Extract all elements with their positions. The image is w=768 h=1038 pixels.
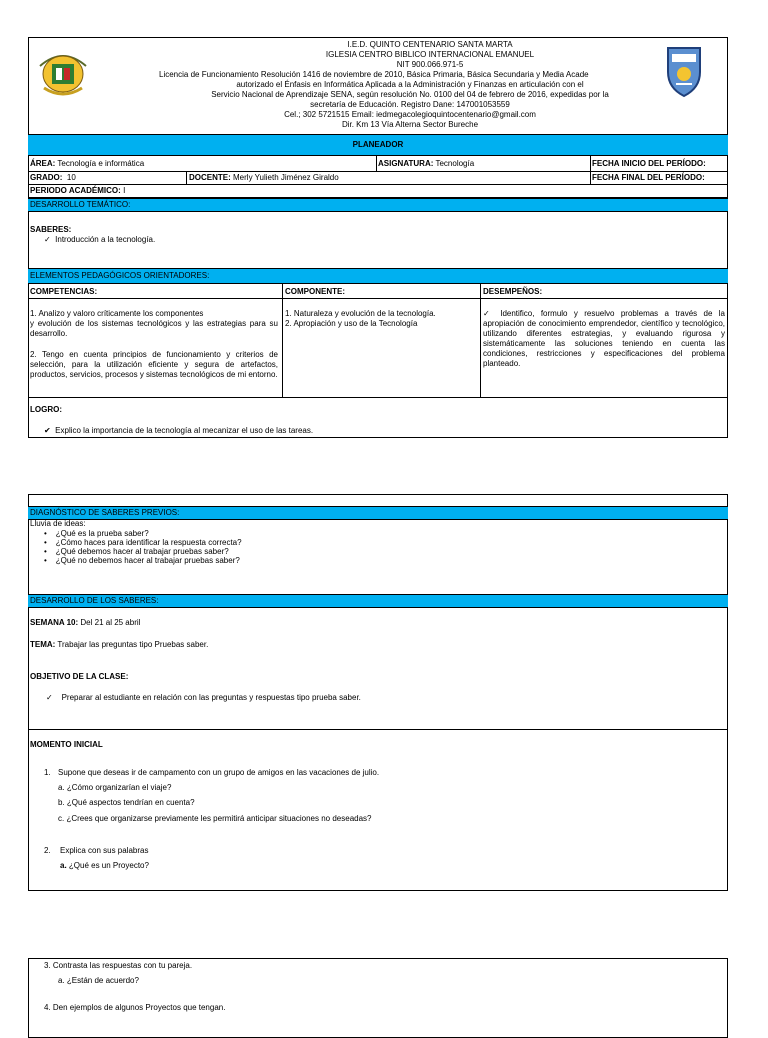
check-icon: ✓ <box>483 309 494 318</box>
area-field: ÁREA: Tecnología e informática <box>30 159 145 168</box>
header-line9: Dir. Km 13 Vía Alterna Sector Bureche <box>341 120 479 129</box>
logro-label: LOGRO: <box>30 405 62 414</box>
bullet-item: • ¿Cómo haces para identificar la respuesta correcta? <box>44 538 242 547</box>
header-line1: I.E.D. QUINTO CENTENARIO SANTA MARTA <box>347 40 513 49</box>
desempenos-label: DESEMPEÑOS: <box>483 287 543 296</box>
question-3: 3. Contrasta las respuestas con tu pareja. <box>44 961 193 970</box>
grado-field: GRADO: 10 <box>30 173 76 182</box>
saberes-item: ✓ Introducción a la tecnología. <box>44 235 156 244</box>
desarrollo-tematico-band <box>28 198 728 212</box>
question-1: Supone que deseas ir de campamento con un grupo de amigos en las vacaciones de julio. <box>58 768 380 777</box>
fecha-final-label: FECHA FINAL DEL PERÍODO: <box>592 173 705 182</box>
bullet-icon: • <box>44 556 47 565</box>
question-1b: b. ¿Qué aspectos tendrían en cuenta? <box>58 798 195 807</box>
tema-field: TEMA: Trabajar las preguntas tipo Pruebas saber. <box>30 640 209 649</box>
question-1a: a. ¿Cómo organizarían el viaje? <box>58 783 172 792</box>
check-icon: ✓ <box>44 235 51 244</box>
header-line3: NIT 900.066.971-5 <box>396 60 464 69</box>
header-line2: IGLESIA CENTRO BIBLICO INTERNACIONAL EMANUEL <box>325 50 535 59</box>
question-2-number: 2. <box>44 846 51 855</box>
question-3a: a. ¿Están de acuerdo? <box>58 976 139 985</box>
componente-label: COMPONENTE: <box>285 287 345 296</box>
question-1c: c. ¿Crees que organizarse previamente les permitirá anticipar situaciones no deseadas? <box>58 814 372 823</box>
fecha-inicio-label: FECHA INICIO DEL PERÍODO: <box>592 159 706 168</box>
header-line4: Licencia de Funcionamiento Resolución 1416 de noviembre de 2010, Básica Primaria, Básica Secundaria y Media Acade <box>159 70 589 79</box>
school-logo-left <box>34 44 92 100</box>
question-1-number: 1. <box>44 768 51 777</box>
semana-field: SEMANA 10: Del 21 al 25 abril <box>30 618 141 627</box>
competencia-1a: 1. Analizo y valoro críticamente los componentes <box>30 309 204 318</box>
desempeno-text: ✓ Identifico, formulo y resuelvo problemas a través de la apropiación de conocimiento emprendedor, científico y tecnológico, utilizando diferentes estrategias, y evaluando rigurosa y sistemáticamente las soluciones teniendo en cuenta las condiciones, restricciones y especificaciones del problema planteado. <box>483 309 725 368</box>
lluvia-label: Lluvia de ideas: <box>30 519 86 528</box>
check-icon: ✓ <box>46 693 53 702</box>
logro-item: ✔ Explico la importancia de la tecnología al mecanizar el uso de las tareas. <box>44 426 314 435</box>
objetivo-item: ✓ Preparar al estudiante en relación con las preguntas y respuestas tipo prueba saber. <box>46 693 361 702</box>
header-line5: autorizado el Énfasis en Informática Aplicada a la Administración y Finanzas en articulación con el <box>236 80 584 89</box>
bullet-icon: • <box>44 547 47 556</box>
competencia-1b: y evolución de los sistemas tecnológicos y las estrategias para su desarrollo. <box>30 319 278 338</box>
periodo-field: PERIODO ACADÉMICO: I <box>30 186 126 195</box>
desarrollo-tematico-label: DESARROLLO TEMÁTICO: <box>30 200 131 209</box>
desarrollo-saberes-label: DESARROLLO DE LOS SABERES: <box>30 596 159 605</box>
saberes-label: SABERES: <box>30 225 72 234</box>
question-2a: a. ¿Qué es un Proyecto? <box>60 861 149 870</box>
docente-field: DOCENTE: Merly Yulieth Jiménez Giraldo <box>189 173 339 182</box>
competencias-label: COMPETENCIAS: <box>30 287 98 296</box>
momento-inicial-label: MOMENTO INICIAL <box>30 740 103 749</box>
header-line6: Servicio Nacional de Aprendizaje SENA, según resolución No. 0100 del 04 de febrero de 2016, expedidas por la <box>211 90 609 99</box>
bullet-item: • ¿Qué es la prueba saber? <box>44 529 149 538</box>
objetivo-label: OBJETIVO DE LA CLASE: <box>30 672 129 681</box>
elementos-label: ELEMENTOS PEDAGÓGICOS ORIENTADORES: <box>30 271 210 280</box>
planner-title: PLANEADOR <box>352 140 404 149</box>
bullet-item: • ¿Qué no debemos hacer al trabajar pruebas saber? <box>44 556 240 565</box>
header-line7: secretaría de Educación. Registro Dane: 147001053559 <box>310 100 510 109</box>
bullet-item: • ¿Qué debemos hacer al trabajar pruebas saber? <box>44 547 229 556</box>
componente-1: 1. Naturaleza y evolución de la tecnología. <box>285 309 436 318</box>
asignatura-field: ASIGNATURA: Tecnología <box>378 159 475 168</box>
question-4: 4. Den ejemplos de algunos Proyectos que tengan. <box>44 1003 226 1012</box>
diagnostico-label: DIAGNÓSTICO DE SABERES PREVIOS: <box>30 508 180 517</box>
bullet-icon: • <box>44 538 47 547</box>
question-2: Explica con sus palabras <box>60 846 149 855</box>
competencia-2: 2. Tengo en cuenta principios de funcionamiento y criterios de selección, para la utilización eficiente y segura de artefactos, productos, servicios, procesos y sistemas tecnológicos de mi entorno. <box>30 350 278 379</box>
check-icon: ✔ <box>44 426 51 435</box>
bullet-icon: • <box>44 529 47 538</box>
header-line8: Cel.; 302 5721515 Email: iedmegacolegioquintocentenario@gmail.com <box>284 110 536 119</box>
componente-2: 2. Apropiación y uso de la Tecnología <box>285 319 418 328</box>
